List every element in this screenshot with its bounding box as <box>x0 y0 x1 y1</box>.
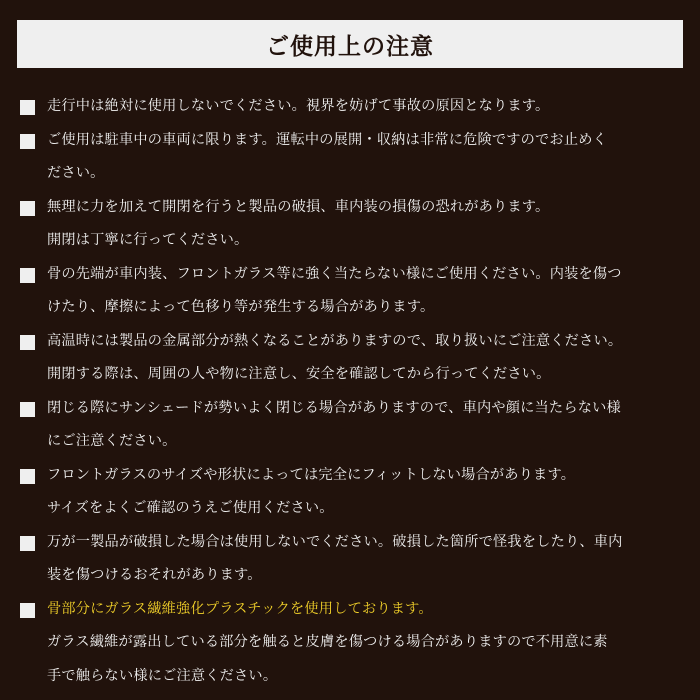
notice-text: ださい。 <box>47 165 105 181</box>
square-bullet-icon <box>20 134 35 149</box>
notice-highlight-text: 骨部分にガラス繊維強化プラスチックを使用しております。 <box>47 600 433 617</box>
square-bullet-icon <box>20 536 35 551</box>
notice-text: 万が一製品が破損した場合は使用しないでください。破損した箇所で怪我をしたり、車内 <box>47 533 623 550</box>
notice-item <box>20 258 690 325</box>
notice-item-warning <box>20 593 690 694</box>
notice-text: 無理に力を加えて開閉を行うと製品の破損、車内装の損傷の恐れがあります。 <box>47 198 550 215</box>
notice-text: 走行中は絶対に使用しないでください。視界を妨げて事故の原因となります。 <box>47 98 550 114</box>
square-bullet-icon <box>20 201 35 216</box>
page-title: ご使用上の注意 <box>266 33 434 60</box>
notice-text: ガラス繊維が露出している部分を触ると皮膚を傷つける場合がありますので不用意に素 <box>47 634 608 650</box>
title-banner <box>17 20 683 68</box>
notice-item <box>20 526 690 593</box>
notice-text: けたり、摩擦によって色移り等が発生する場合があります。 <box>47 299 435 315</box>
notice-item <box>20 392 690 459</box>
notice-text: 骨の先端が車内装、フロントガラス等に強く当たらない様にご使用ください。内装を傷つ <box>47 265 622 282</box>
square-bullet-icon <box>20 100 35 115</box>
notice-item <box>20 325 690 392</box>
notice-text: 装を傷つけるおそれがあります。 <box>47 567 262 583</box>
square-bullet-icon <box>20 268 35 283</box>
notice-list <box>20 90 690 693</box>
square-bullet-icon <box>20 603 35 618</box>
notice-text: 手で触らない様にご注意ください。 <box>47 667 278 684</box>
notice-item <box>20 124 690 191</box>
notice-text: サイズをよくご確認のうえご使用ください。 <box>47 500 334 516</box>
notice-text: フロントガラスのサイズや形状によっては完全にフィットしない場合があります。 <box>47 466 576 483</box>
notice-text: ご使用は駐車中の車両に限ります。運転中の展開・収納は非常に危険ですのでお止めく <box>47 131 607 148</box>
square-bullet-icon <box>20 469 35 484</box>
square-bullet-icon <box>20 402 35 417</box>
notice-text: 閉じる際にサンシェードが勢いよく閉じる場合がありますので、車内や顔に当たらない様 <box>47 399 621 416</box>
notice-item <box>20 90 690 124</box>
notice-text: 高温時には製品の金属部分が熱くなることがありますので、取り扱いにご注意ください。 <box>47 332 623 349</box>
notice-item <box>20 459 690 526</box>
square-bullet-icon <box>20 335 35 350</box>
notice-text: 開閉は丁寧に行ってください。 <box>47 232 249 248</box>
notice-text: にご注意ください。 <box>47 433 177 449</box>
notice-text: 開閉する際は、周囲の人や物に注意し、安全を確認してから行ってください。 <box>47 366 551 382</box>
notice-item <box>20 191 690 258</box>
